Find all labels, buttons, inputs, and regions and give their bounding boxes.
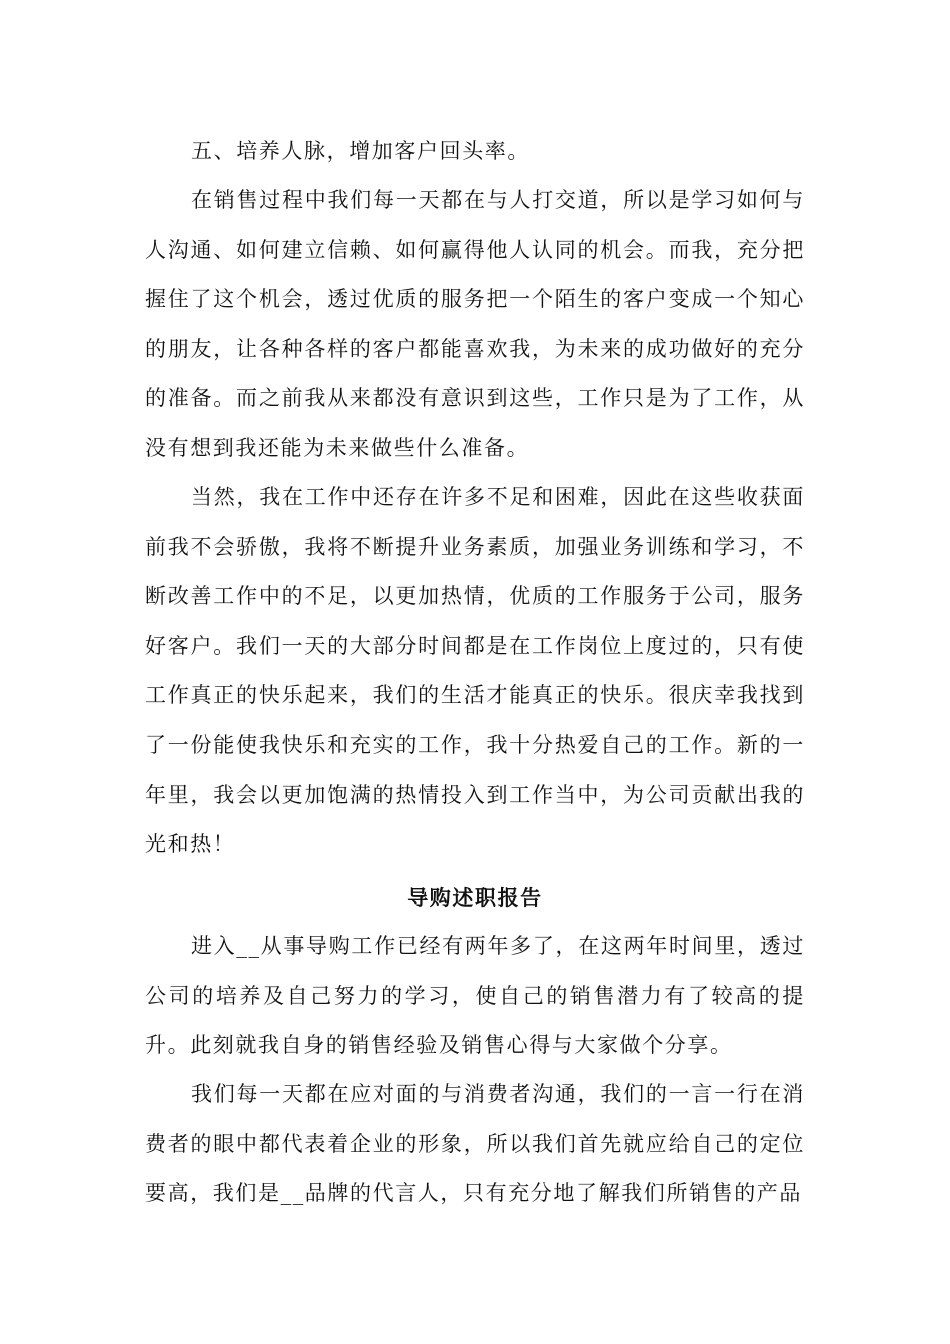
section-title: 导购述职报告 bbox=[407, 885, 543, 910]
paragraph-intro: 进入__从事导购工作已经有两年多了，在这两年时间里，透过公司的培养及自己努力的学习，使自己的销售潜力有了较高的提升。此刻就我自身的销售经验及销售心得与大家做个分享。 bbox=[145, 934, 805, 1058]
paragraph-relationships: 在销售过程中我们每一天都在与人打交道，所以是学习如何与人沟通、如何建立信赖、如何赢得他人认同的机会。而我，充分把握住了这个机会，透过优质的服务把一个陌生的客户变成一个知心的朋友，让各种各样的客户都能喜欢我，为未来的成功做好的充分的准备。而之前我从来都没有意识到这些，工作只是为了工作，从没有想到我还能为未来做些什么准备。 bbox=[145, 188, 805, 460]
paragraph-heading-five: 五、培养人脉，增加客户回头率。 bbox=[191, 139, 530, 163]
paragraph-shortcomings: 当然，我在工作中还存在许多不足和困难，因此在这些收获面前我不会骄傲，我将不断提升业务素质，加强业务训练和学习，不断改善工作中的不足，以更加热情，优质的工作服务于公司，服务好客户。我们一天的大部分时间都是在工作岗位上度过的，只有使工作真正的快乐起来，我们的生活才能真正的快乐。很庆幸我找到了一份能使我快乐和充实的工作，我十分热爱自己的工作。新的一年里，我会以更加饱满的热情投入到工作当中，为公司贡献出我的光和热！ bbox=[145, 485, 805, 857]
paragraph-communication: 我们每一天都在应对面的与消费者沟通，我们的一言一行在消费者的眼中都代表着企业的形象，所以我们首先就应给自己的定位要高，我们是__品牌的代言人，只有充分地了解我们所销售的产品 bbox=[145, 1082, 805, 1206]
